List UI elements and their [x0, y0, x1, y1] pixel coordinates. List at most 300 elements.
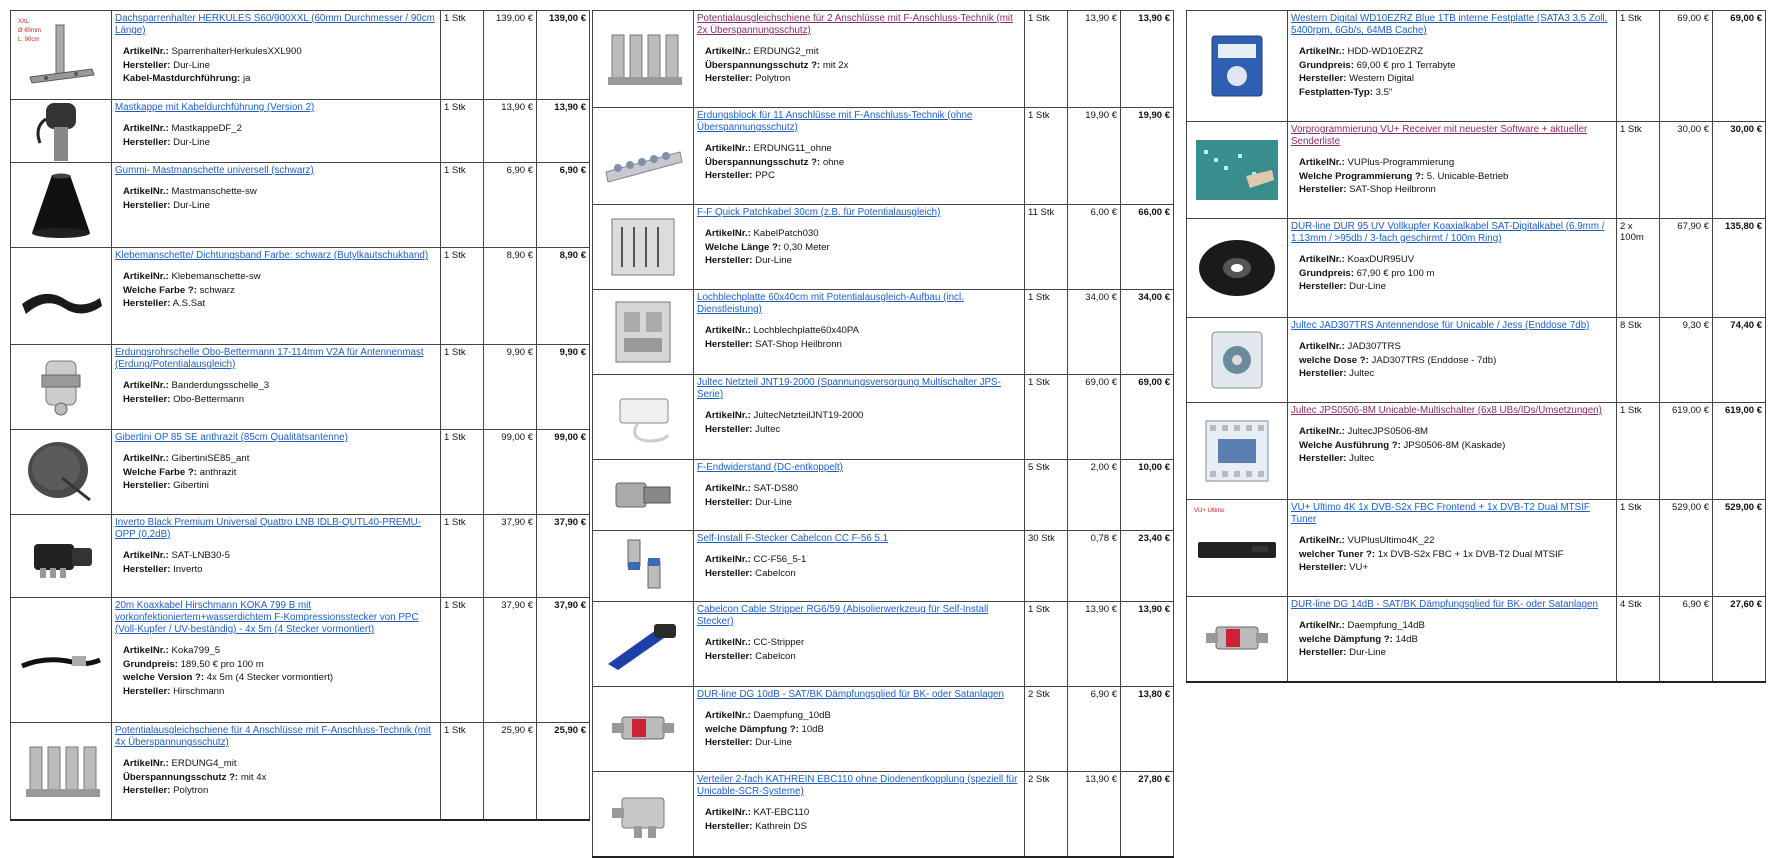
attribute-key: Kabel-Mastdurchführung:: [123, 73, 241, 84]
order-row: [593, 205, 1174, 290]
product-description-cell: [694, 687, 1025, 772]
attribute-key: Welche Programmierung ?:: [1299, 170, 1425, 182]
ground-block-icon[interactable]: [596, 13, 690, 105]
product-image-cell: [593, 460, 694, 531]
product-attribute: [123, 644, 437, 658]
attribute-value: VUPlusUltimo4K_22: [1347, 535, 1435, 546]
product-image-cell: [11, 430, 112, 515]
product-description-cell: [694, 460, 1025, 531]
product-attribute: [1299, 367, 1613, 381]
attribute-value: Dur-Line: [173, 199, 210, 211]
product-attributes: [123, 379, 437, 406]
attribute-key: ArtikelNr.:: [705, 483, 751, 494]
attribute-key: ArtikelNr.:: [123, 380, 169, 391]
product-attribute: [123, 393, 437, 407]
attribute-value: Hirschmann: [173, 685, 225, 697]
product-title-link[interactable]: Potentialausgleichschiene für 4 Anschlüsse mit F-Anschluss-Technik (mit 4x Überspannungsschutz): [115, 725, 431, 748]
product-description-cell: [112, 100, 441, 163]
product-attribute: [705, 72, 1021, 86]
product-attribute: [705, 709, 1021, 723]
attribute-key: Überspannungsschutz ?:: [705, 156, 821, 168]
attribute-key: Überspannungsschutz ?:: [123, 771, 239, 783]
attribute-value: Dur-Line: [755, 496, 792, 508]
product-attribute: [123, 452, 437, 466]
order-row: [1187, 500, 1766, 597]
attribute-key: Festplatten-Typ:: [1299, 86, 1373, 98]
product-attributes: [705, 482, 1021, 509]
product-attribute: [123, 658, 437, 672]
unit-price-cell: 6,90 €: [484, 163, 537, 248]
attribute-key: ArtikelNr.:: [1299, 46, 1345, 57]
attribute-value: KabelPatch030: [753, 228, 819, 239]
attribute-key: ArtikelNr.:: [1299, 535, 1345, 546]
attribute-key: Hersteller:: [123, 685, 171, 697]
rubber-sleeve-icon[interactable]: [14, 165, 108, 245]
product-description-cell: [112, 515, 441, 598]
product-attribute: [1299, 156, 1613, 170]
attribute-key: ArtikelNr.:: [123, 186, 169, 197]
attribute-value: JPS0506-8M (Kaskade): [1403, 439, 1506, 451]
line-total-cell: 619,00 €: [1713, 403, 1766, 500]
attribute-key: Hersteller:: [1299, 647, 1347, 658]
receiver-icon[interactable]: [1190, 502, 1284, 594]
attribute-key: welche Dämpfung ?:: [1299, 633, 1393, 645]
product-attributes: [705, 324, 1021, 351]
product-attribute: [705, 45, 1021, 59]
product-attribute: [705, 409, 1021, 423]
unit-price-cell: 13,90 €: [1068, 11, 1121, 108]
product-attribute: [1299, 170, 1613, 184]
quantity-cell: 30 Stk: [1025, 531, 1068, 602]
attribute-key: Hersteller:: [123, 199, 171, 211]
quantity-cell: 1 Stk: [1617, 122, 1660, 219]
patch-cable-icon[interactable]: [596, 207, 690, 287]
product-attribute: [705, 156, 1021, 170]
product-attributes: [705, 553, 1021, 580]
product-image-cell: [11, 515, 112, 598]
order-row: [593, 290, 1174, 375]
product-attribute: [123, 771, 437, 785]
attribute-key: ArtikelNr.:: [705, 710, 751, 721]
unit-price-cell: 34,00 €: [1068, 290, 1121, 375]
attribute-value: mit 2x: [822, 59, 849, 71]
line-total-cell: 13,90 €: [1121, 11, 1174, 108]
product-attribute: [705, 324, 1021, 338]
attribute-value: Dur-Line: [173, 59, 210, 71]
cable-stripper-icon[interactable]: [596, 604, 690, 684]
order-row: [11, 515, 590, 598]
line-total-cell: 99,00 €: [537, 430, 590, 515]
product-image-cell: [1187, 219, 1288, 318]
product-attribute: [123, 136, 437, 150]
line-total-cell: 69,00 €: [1713, 11, 1766, 122]
antenna-socket-icon[interactable]: [1190, 320, 1284, 400]
line-total-cell: 13,80 €: [1121, 687, 1174, 772]
product-attribute: [705, 169, 1021, 183]
attribute-value: A.S.Sat: [172, 298, 206, 309]
attribute-key: Hersteller:: [705, 73, 753, 84]
attribute-value: JAD307TRS: [1347, 341, 1401, 352]
product-image-cell: [593, 375, 694, 460]
line-total-cell: 25,90 €: [537, 723, 590, 821]
product-image-cell: [593, 772, 694, 858]
line-total-cell: 13,90 €: [1121, 602, 1174, 687]
line-total-cell: 30,00 €: [1713, 122, 1766, 219]
attribute-key: ArtikelNr.:: [705, 637, 751, 648]
product-attributes: [1299, 253, 1613, 294]
product-attribute: [1299, 183, 1613, 197]
unit-price-cell: 529,00 €: [1660, 500, 1713, 597]
attribute-value: Gibertini: [173, 480, 209, 491]
order-table: [592, 10, 1174, 858]
product-attribute: [1299, 267, 1613, 281]
product-attributes: [123, 45, 437, 86]
attribute-key: Hersteller:: [123, 298, 171, 309]
unit-price-cell: 139,00 €: [484, 11, 537, 100]
product-image-cell: [11, 163, 112, 248]
product-attribute: [123, 479, 437, 493]
unit-price-cell: 69,00 €: [1068, 375, 1121, 460]
product-attribute: [123, 45, 437, 59]
quantity-cell: 1 Stk: [441, 598, 484, 723]
attribute-key: Hersteller:: [705, 737, 753, 748]
product-attributes: [1299, 156, 1613, 197]
attribute-key: ArtikelNr.:: [123, 453, 169, 464]
hard-drive-icon[interactable]: [1190, 13, 1284, 119]
attribute-key: Hersteller:: [123, 59, 171, 71]
attribute-key: ArtikelNr.:: [1299, 426, 1345, 437]
attribute-value: ja: [242, 73, 251, 84]
attribute-value: 4x 5m (4 Stecker vormontiert): [206, 672, 334, 683]
coax-cable-icon[interactable]: [14, 600, 108, 720]
product-title-link[interactable]: Erdungsblock für 11 Anschlüsse mit F-Anschluss-Technik (ohne Überspannungsschutz): [697, 110, 973, 133]
product-attribute: [705, 553, 1021, 567]
product-image-cell: [593, 531, 694, 602]
grounding-clamp-icon[interactable]: [14, 347, 108, 427]
product-attribute: [123, 185, 437, 199]
order-table: [10, 10, 590, 821]
attribute-key: Hersteller:: [123, 785, 171, 796]
attribute-key: ArtikelNr.:: [705, 325, 751, 336]
product-title-link[interactable]: Lochblechplatte 60x40cm mit Potentialausgleich-Aufbau (incl. Dienstleistung): [697, 292, 964, 315]
order-row: [11, 430, 590, 515]
product-attribute: [1299, 548, 1613, 562]
order-row: [1187, 597, 1766, 683]
attribute-value: KAT-EBC110: [753, 807, 810, 818]
attribute-key: Hersteller:: [705, 650, 753, 662]
attribute-key: welcher Tuner ?:: [1299, 548, 1376, 560]
attribute-value: SAT-DS80: [753, 483, 799, 494]
product-description-cell: [1288, 11, 1617, 122]
attribute-key: Hersteller:: [705, 170, 753, 181]
attribute-value: schwarz: [199, 284, 235, 296]
attribute-value: ERDUNG11_ohne: [753, 143, 832, 154]
product-attribute: [705, 806, 1021, 820]
product-attributes: [705, 709, 1021, 750]
product-description-cell: [694, 290, 1025, 375]
f-connector-icon[interactable]: [596, 533, 690, 599]
product-image-cell: [593, 108, 694, 205]
attribute-key: Hersteller:: [123, 480, 171, 491]
attribute-key: Welche Ausführung ?:: [1299, 439, 1401, 451]
attribute-value: PPC: [755, 170, 775, 181]
product-attribute: [123, 671, 437, 685]
unit-price-cell: 2,00 €: [1068, 460, 1121, 531]
product-title-link[interactable]: F-F Quick Patchkabel 30cm (z.B. für Potentialausgleich): [697, 207, 941, 218]
attribute-value: 69,00 € pro 1 Terrabyte: [1356, 59, 1456, 71]
product-image-cell: [11, 345, 112, 430]
attribute-key: ArtikelNr.:: [705, 228, 751, 239]
attribute-value: Cabelcon: [755, 650, 796, 662]
attribute-value: 1x DVB-S2x FBC + 1x DVB-T2 Dual MTSIF: [1377, 548, 1564, 560]
attribute-value: CC-F56_5-1: [753, 554, 807, 565]
order-row: [11, 723, 590, 821]
attenuator-icon[interactable]: [1190, 599, 1284, 679]
line-total-cell: 8,90 €: [537, 248, 590, 345]
sealing-tape-icon[interactable]: [14, 250, 108, 342]
product-attribute: [705, 650, 1021, 664]
attribute-key: Überspannungsschutz ?:: [705, 59, 821, 71]
attribute-value: Jultec: [1349, 368, 1375, 379]
product-title-link[interactable]: Western Digital WD10EZRZ Blue 1TB interne Festplatte (SATA3 3,5 Zoll, 5400rpm, 6Gb/s, 64MB Cache): [1291, 13, 1608, 36]
product-attribute: [123, 297, 437, 311]
thumb-label: XXL: [18, 19, 30, 25]
product-attribute: [705, 423, 1021, 437]
attribute-value: ERDUNG2_mit: [753, 46, 819, 57]
product-attribute: [1299, 619, 1613, 633]
product-title-link[interactable]: Dachsparrenhalter HERKULES S60/900XXL (60mm Durchmesser / 90cm Länge): [115, 13, 435, 36]
order-row: [593, 772, 1174, 858]
attribute-key: ArtikelNr.:: [1299, 254, 1345, 265]
attribute-key: Hersteller:: [123, 393, 171, 405]
product-description-cell: [1288, 318, 1617, 403]
product-title-link[interactable]: Klebemanschette/ Dichtungsband Farbe: schwarz (Butylkautschukband): [115, 250, 429, 261]
product-attribute: [1299, 253, 1613, 267]
product-title-link[interactable]: Potentialausgleichschiene für 2 Anschlüsse mit F-Anschluss-Technik (mit 2x Überspannungsschutz): [697, 13, 1013, 36]
unit-price-cell: 19,90 €: [1068, 108, 1121, 205]
attribute-value: Jultec: [1349, 453, 1375, 464]
product-title-link[interactable]: Jultec JAD307TRS Antennendose für Unicable / Jess (Enddose 7db): [1291, 320, 1590, 331]
quantity-cell: 2 Stk: [1025, 772, 1068, 858]
programming-icon[interactable]: [1190, 124, 1284, 216]
attribute-key: Grundpreis:: [1299, 59, 1354, 71]
product-attribute: [123, 284, 437, 298]
quantity-cell: 1 Stk: [1617, 500, 1660, 597]
product-attribute: [1299, 280, 1613, 294]
product-description-cell: [694, 11, 1025, 108]
product-image-cell: [1187, 318, 1288, 403]
attribute-value: SparrenhalterHerkulesXXL900: [171, 46, 302, 57]
lnb-icon[interactable]: [14, 517, 108, 595]
product-title-link[interactable]: Cabelcon Cable Stripper RG6/59 (Abisolierwerkzeug für Self-Install Stecker): [697, 604, 989, 627]
product-title-link[interactable]: Inverto Black Premium Universal Quattro LNB IDLB-QUTL40-PREMU-OPP (0,2dB): [115, 517, 421, 540]
quantity-cell: 2 x 100m: [1617, 219, 1660, 318]
product-image-cell: [1187, 11, 1288, 122]
unit-price-cell: 37,90 €: [484, 515, 537, 598]
product-attribute: [123, 563, 437, 577]
product-title-link[interactable]: Erdungsrohrschelle Obo-Bettermann 17-114mm V2A für Antennenmast (Erdung/Potentialausgleich): [115, 347, 424, 370]
product-description-cell: [112, 723, 441, 821]
satellite-dish-icon[interactable]: [14, 432, 108, 512]
mast-cap-icon[interactable]: [14, 102, 108, 160]
product-attributes: [123, 757, 437, 798]
product-title-link[interactable]: VU+ Ultimo 4K 1x DVB-S2x FBC Frontend + 1x DVB-T2 Dual MTSIF Tuner: [1291, 502, 1590, 525]
product-attributes: [1299, 619, 1613, 660]
product-attributes: [1299, 45, 1613, 99]
attribute-value: SAT-Shop Heilbronn: [755, 338, 842, 350]
line-total-cell: 37,90 €: [537, 515, 590, 598]
product-attribute: [123, 757, 437, 771]
product-image-cell: [593, 11, 694, 108]
product-title-link[interactable]: Mastkappe mit Kabeldurchführung (Version 2): [115, 102, 315, 113]
attribute-key: ArtikelNr.:: [705, 554, 751, 565]
unit-price-cell: 25,90 €: [484, 723, 537, 821]
attribute-value: 0,30 Meter: [783, 241, 830, 253]
product-attribute: [1299, 439, 1613, 453]
product-attribute: [705, 227, 1021, 241]
line-total-cell: 529,00 €: [1713, 500, 1766, 597]
attribute-value: ohne: [822, 156, 845, 168]
order-row: [593, 531, 1174, 602]
order-row: [11, 248, 590, 345]
attribute-key: ArtikelNr.:: [705, 143, 751, 154]
product-attributes: [123, 549, 437, 576]
order-row: [11, 163, 590, 248]
quantity-cell: 1 Stk: [1025, 290, 1068, 375]
unit-price-cell: 9,90 €: [484, 345, 537, 430]
attribute-value: Dur-Line: [1349, 281, 1386, 292]
product-title-link[interactable]: F-Endwiderstand (DC-entkoppelt): [697, 462, 843, 473]
quantity-cell: 1 Stk: [441, 723, 484, 821]
quantity-cell: 11 Stk: [1025, 205, 1068, 290]
product-title-link[interactable]: Self-Install F-Stecker Cabelcon CC F-56 5.1: [697, 533, 889, 544]
order-row: [11, 345, 590, 430]
attribute-key: Hersteller:: [1299, 562, 1347, 573]
cable-reel-icon[interactable]: [1190, 221, 1284, 315]
attribute-value: 3.5": [1375, 86, 1393, 98]
product-attribute: [705, 142, 1021, 156]
product-attributes: [123, 644, 437, 698]
attribute-value: Polytron: [755, 73, 791, 84]
attribute-key: ArtikelNr.:: [1299, 620, 1345, 631]
unit-price-cell: 6,90 €: [1068, 687, 1121, 772]
product-attribute: [1299, 633, 1613, 647]
unit-price-cell: 99,00 €: [484, 430, 537, 515]
splitter-icon[interactable]: [596, 774, 690, 854]
product-title-link[interactable]: Jultec JPS0506-8M Unicable-Multischalter (6x8 UBs/IDs/Umsetzungen): [1291, 405, 1602, 416]
line-total-cell: 37,90 €: [537, 598, 590, 723]
product-description-cell: [112, 345, 441, 430]
quantity-cell: 1 Stk: [1025, 602, 1068, 687]
roof-mount-bracket-icon[interactable]: [14, 13, 108, 97]
quantity-cell: 1 Stk: [441, 430, 484, 515]
attribute-value: Daempfung_10dB: [753, 710, 831, 721]
attribute-value: Polytron: [173, 785, 209, 796]
quantity-cell: 1 Stk: [441, 515, 484, 598]
product-attributes: [1299, 534, 1613, 575]
quantity-cell: 1 Stk: [441, 11, 484, 100]
product-image-cell: [1187, 403, 1288, 500]
attribute-key: welche Version ?:: [123, 672, 205, 683]
order-row: [1187, 122, 1766, 219]
product-image-cell: [1187, 122, 1288, 219]
product-title-link[interactable]: Verteiler 2-fach KATHREIN EBC110 ohne Diodenentkopplung (speziell für Unicable-SCR-Systeme): [697, 774, 1018, 797]
product-attributes: [123, 185, 437, 212]
product-title-link[interactable]: Gibertini OP 85 SE anthrazit (85cm Qualitätsantenne): [115, 432, 348, 443]
grounding-block-icon[interactable]: [596, 110, 690, 202]
product-attribute: [1299, 340, 1613, 354]
quantity-cell: 5 Stk: [1025, 460, 1068, 531]
product-title-link[interactable]: Jultec Netzteil JNT19-2000 (Spannungsversorgung Multischalter JPS-Serie): [697, 377, 1001, 400]
attribute-value: Cabelcon: [755, 567, 796, 579]
mounting-plate-icon[interactable]: [596, 292, 690, 372]
product-attribute: [1299, 45, 1613, 59]
attribute-value: Klebemanschette-sw: [171, 271, 261, 282]
product-description-cell: [112, 163, 441, 248]
product-description-cell: [112, 598, 441, 723]
product-title-link[interactable]: DUR-line DUR 95 UV Vollkupfer Koaxialkabel SAT-Digitalkabel (6.9mm / 1.13mm / >95db / 3-fach geschirmt / 100m Ring): [1291, 221, 1605, 244]
product-title-link[interactable]: Gummi- Mastmanschette universell (schwarz): [115, 165, 314, 176]
product-title-link[interactable]: Vorprogrammierung VU+ Receiver mit neuester Software + aktueller Senderliste: [1291, 124, 1588, 147]
line-total-cell: 19,90 €: [1121, 108, 1174, 205]
unit-price-cell: 9,30 €: [1660, 318, 1713, 403]
attribute-key: Hersteller:: [1299, 281, 1347, 292]
attribute-value: HDD-WD10EZRZ: [1347, 46, 1424, 57]
product-description-cell: [1288, 597, 1617, 683]
attribute-value: Dur-Line: [1349, 647, 1386, 658]
attenuator-icon[interactable]: [596, 689, 690, 769]
product-attribute: [705, 567, 1021, 581]
product-title-link[interactable]: 20m Koaxkabel Hirschmann KOKA 799 B mit vorkonfektioniertem+wasserdichtem F-Kompressionsstecker von PPC (Voll-Kupfer / UV-beständig) - 4x 5m (4 Stecker vormontiert): [115, 600, 419, 635]
order-column-1: [10, 10, 590, 821]
ground-block-icon[interactable]: [14, 725, 108, 817]
power-supply-icon[interactable]: [596, 377, 690, 457]
line-total-cell: 27,60 €: [1713, 597, 1766, 683]
unit-price-cell: 67,90 €: [1660, 219, 1713, 318]
attribute-key: ArtikelNr.:: [123, 123, 169, 134]
attribute-key: Hersteller:: [1299, 184, 1347, 195]
attribute-key: welche Dose ?:: [1299, 354, 1369, 366]
product-title-link[interactable]: DUR-line DG 10dB - SAT/BK Dämpfungsglied für BK- oder Satanlagen: [697, 689, 1004, 700]
product-description-cell: [112, 430, 441, 515]
product-attributes: [705, 806, 1021, 833]
quantity-cell: 1 Stk: [441, 163, 484, 248]
product-description-cell: [1288, 403, 1617, 500]
attribute-value: Mastmanschette-sw: [171, 186, 257, 197]
unit-price-cell: 30,00 €: [1660, 122, 1713, 219]
attribute-value: Kathrein DS: [755, 820, 807, 832]
product-image-cell: [1187, 597, 1288, 683]
product-description-cell: [694, 531, 1025, 602]
order-row: [593, 11, 1174, 108]
attribute-key: Grundpreis:: [1299, 267, 1354, 279]
attribute-key: ArtikelNr.:: [123, 46, 169, 57]
attribute-key: ArtikelNr.:: [123, 758, 169, 769]
product-description-cell: [112, 248, 441, 345]
attribute-key: ArtikelNr.:: [1299, 341, 1345, 352]
product-attribute: [705, 338, 1021, 352]
attribute-key: Welche Farbe ?:: [123, 466, 197, 478]
product-description-cell: [1288, 500, 1617, 597]
order-row: [11, 11, 590, 100]
multiswitch-icon[interactable]: [1190, 405, 1284, 497]
product-title-link[interactable]: DUR-line DG 14dB - SAT/BK Dämpfungsglied für BK- oder Satanlagen: [1291, 599, 1598, 610]
order-row: [11, 100, 590, 163]
product-image-cell: [593, 687, 694, 772]
product-description-cell: [112, 11, 441, 100]
attribute-value: CC-Stripper: [753, 637, 805, 648]
f-terminator-icon[interactable]: [596, 462, 690, 528]
